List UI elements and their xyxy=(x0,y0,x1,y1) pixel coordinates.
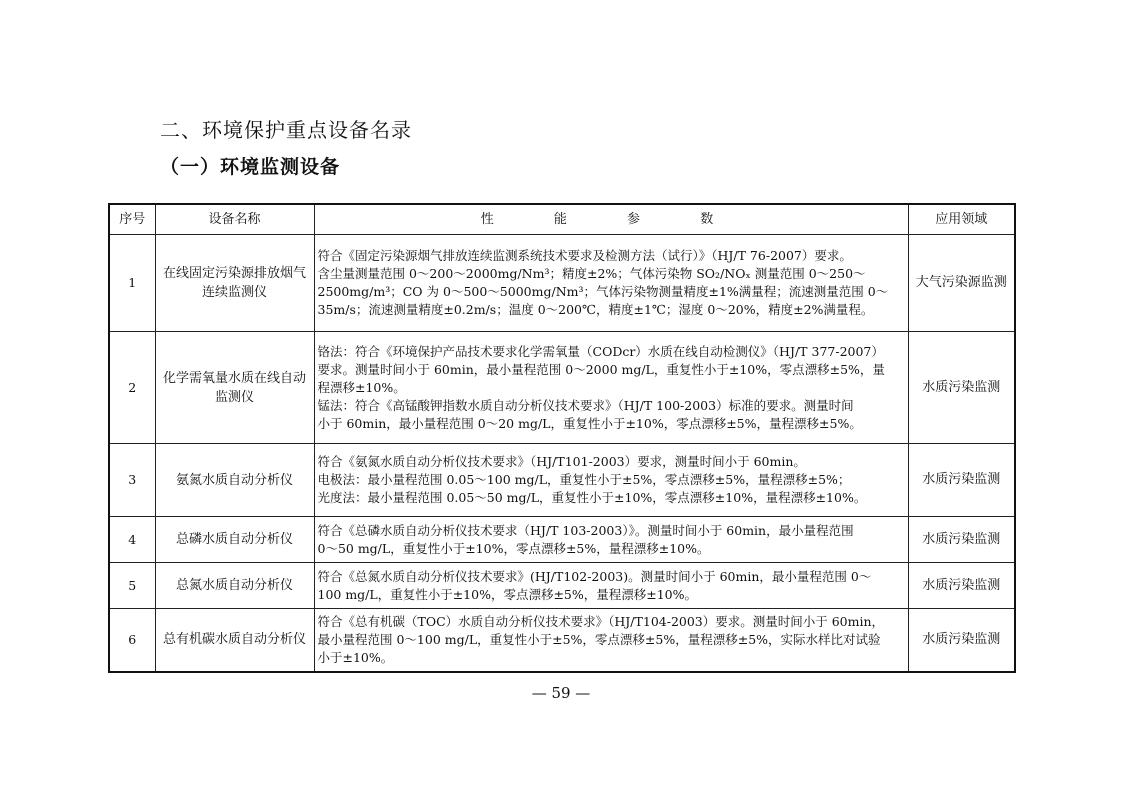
header-name: 设备名称 xyxy=(155,204,314,235)
performance-line: 程漂移±10%。 xyxy=(317,379,406,395)
row-performance xyxy=(314,609,908,672)
performance-line: 含尘量测量范围 0～200～2000mg/Nm³；精度±2%；气体污染物 SO₂/NOₓ 测量范围 0～250～ xyxy=(317,266,866,281)
row-name: 总有机碳水质自动分析仪 xyxy=(155,609,314,672)
row-area: 大气污染源监测 xyxy=(908,235,1015,332)
performance-line: 符合《总磷水质自动分析仪技术要求（HJ/T 103-2003）》。测量时间小于 60min，最小量程范围 xyxy=(317,522,854,538)
row-area: 水质污染监测 xyxy=(908,332,1015,444)
page-number: — 59 — xyxy=(531,684,591,702)
performance-line: 符合《氨氮水质自动分析仪技术要求》（HJ/T101-2003）要求，测量时间小于 60min。 xyxy=(317,454,806,469)
section-heading: 二、环境保护重点设备名录 xyxy=(160,118,412,142)
table-row xyxy=(109,563,1015,609)
row-performance xyxy=(314,517,908,563)
performance-line: 100 mg/L，重复性小于±10%，零点漂移±5%，量程漂移±10%。 xyxy=(317,586,698,602)
table-header-row xyxy=(109,204,1015,235)
row-name: 化学需氧量水质在线自动监测仪 xyxy=(155,332,314,444)
performance-line: 2500mg/m³；CO 为 0～500～5000mg/Nm³；气体污染物测量精度±1%满量程；流速测量范围 0～ xyxy=(317,284,889,299)
row-area: 水质污染监测 xyxy=(908,563,1015,609)
row-no: 2 xyxy=(109,332,155,444)
header-area: 应用领域 xyxy=(908,204,1015,235)
header-no: 序号 xyxy=(109,204,155,235)
row-performance xyxy=(314,235,908,332)
table-row xyxy=(109,444,1015,517)
row-no: 6 xyxy=(109,609,155,672)
performance-line: 小于 60min，最小量程范围 0～20 mg/L，重复性小于±10%，零点漂移±5%，量程漂移±5%。 xyxy=(317,415,862,431)
table-row xyxy=(109,332,1015,444)
performance-line: 要求。测量时间小于 60min，最小量程范围 0～2000 mg/L，重复性小于±10%，零点漂移±5%，量 xyxy=(317,361,885,377)
performance-line: 0～50 mg/L，重复性小于±10%，零点漂移±5%，量程漂移±10%。 xyxy=(317,540,710,556)
row-performance xyxy=(314,563,908,609)
performance-line: 最小量程范围 0～100 mg/L，重复性小于±5%，零点漂移±5%，量程漂移±5%，实际水样比对试验 xyxy=(317,631,881,647)
subsection-heading: （一）环境监测设备 xyxy=(160,156,341,178)
row-performance xyxy=(314,332,908,444)
performance-line: 符合《总氮水质自动分析仪技术要求》(HJ/T102-2003)。测量时间小于 60min，最小量程范围 0～ xyxy=(317,568,872,584)
table-row xyxy=(109,517,1015,563)
row-name: 总氮水质自动分析仪 xyxy=(155,563,314,609)
performance-line: 符合《总有机碳（TOC）水质自动分析仪技术要求》（HJ/T104-2003）要求。测量时间小于 60min， xyxy=(317,613,885,629)
performance-line: 光度法：最小量程范围 0.05～50 mg/L，重复性小于±10%，零点漂移±10%，量程漂移±10%。 xyxy=(317,490,867,505)
table-row xyxy=(109,235,1015,332)
performance-line: 35m/s；流速测量精度±0.2m/s；温度 0～200℃，精度±1℃；湿度 0～20%，精度±2%满量程。 xyxy=(317,302,874,317)
row-area: 水质污染监测 xyxy=(908,517,1015,563)
row-area: 水质污染监测 xyxy=(908,609,1015,672)
performance-line: 锰法：符合《高锰酸钾指数水质自动分析仪技术要求》（HJ/T 100-2003）标准的要求。测量时间 xyxy=(317,397,854,413)
row-no: 3 xyxy=(109,444,155,517)
performance-line: 电极法：最小量程范围 0.05～100 mg/L，重复性小于±5%，零点漂移±5%，量程漂移±5%； xyxy=(317,472,851,487)
row-no: 4 xyxy=(109,517,155,563)
equipment-table xyxy=(108,203,1016,673)
row-name: 总磷水质自动分析仪 xyxy=(155,517,314,563)
row-area: 水质污染监测 xyxy=(908,444,1015,517)
performance-line: 小于±10%。 xyxy=(317,649,394,665)
table-row xyxy=(109,609,1015,672)
row-performance xyxy=(314,444,908,517)
performance-line: 符合《固定污染源烟气排放连续监测系统技术要求及检测方法（试行）》（HJ/T 76-2007）要求。 xyxy=(317,248,852,263)
row-name: 氨氮水质自动分析仪 xyxy=(155,444,314,517)
header-performance: 性 能 参 数 xyxy=(314,204,908,235)
performance-line: 铬法：符合《环境保护产品技术要求化学需氧量（CODcr）水质在线自动检测仪》（HJ/T 377-2007） xyxy=(317,343,884,359)
row-no: 1 xyxy=(109,235,155,332)
row-name: 在线固定污染源排放烟气连续监测仪 xyxy=(155,235,314,332)
row-no: 5 xyxy=(109,563,155,609)
